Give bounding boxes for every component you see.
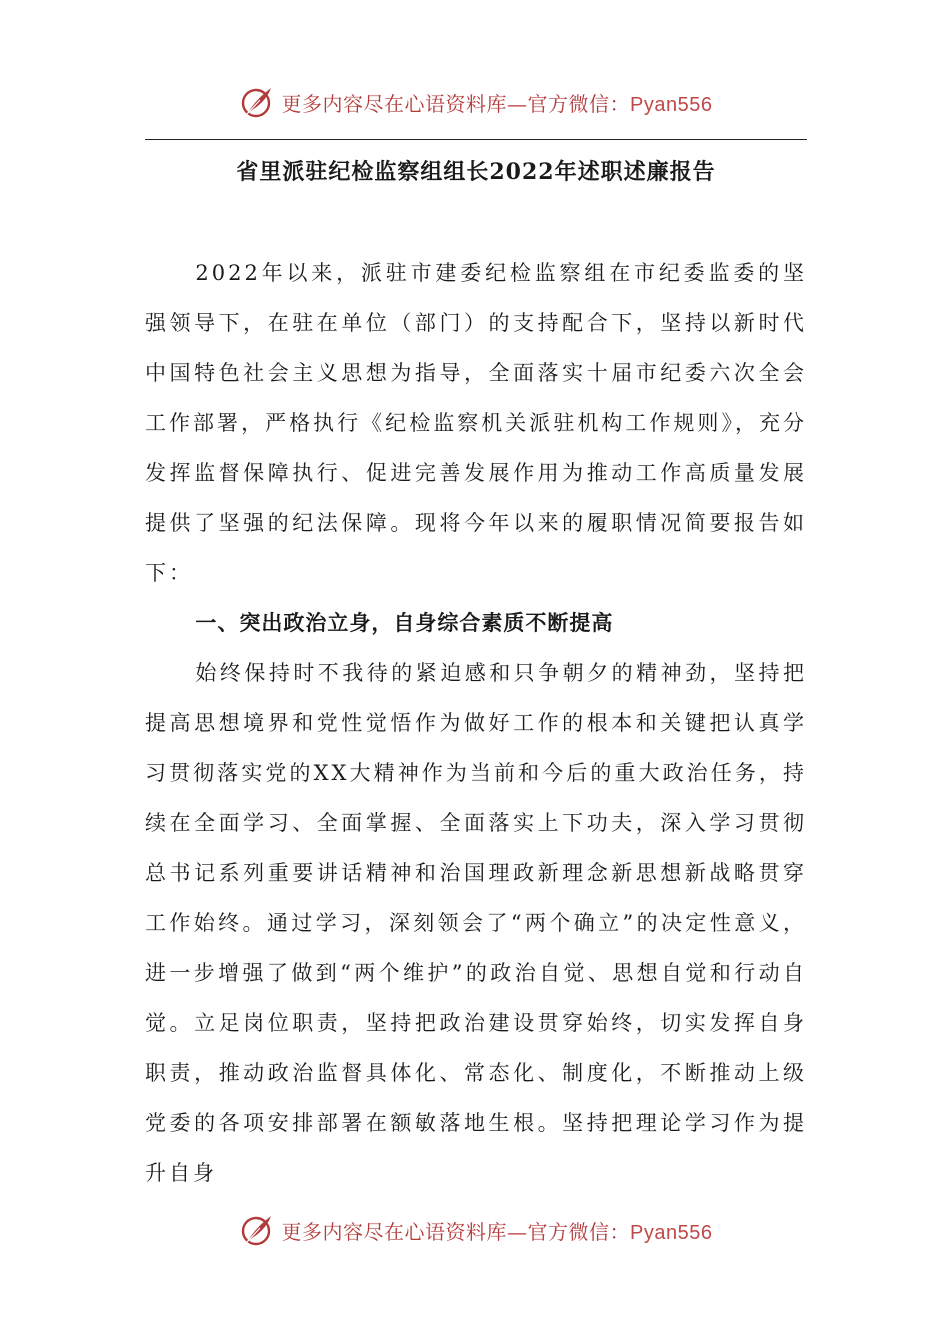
quill-logo-icon: [238, 1210, 278, 1250]
watermark-text: 更多内容尽在心语资料库—官方微信：Pyan556: [281, 91, 713, 116]
watermark-wechat-id: Pyan556: [630, 93, 713, 116]
watermark-text: 更多内容尽在心语资料库—官方微信：Pyan556: [281, 1219, 713, 1244]
section-heading-1: 一、突出政治立身，自身综合素质不断提高: [195, 610, 614, 635]
document-title: 省里派驻纪检监察组组长2022年述职述廉报告: [236, 159, 716, 185]
watermark-header: [0, 82, 950, 122]
intro-paragraph: 2022年以来，派驻市建委纪检监察组在市纪委监委的坚强领导下，在驻在单位（部门）的支持配合下，坚持以新时代中国特色社会主义思想为指导，全面落实十届市纪委六次全会工作部署，严格执行《纪检监察机关派驻机构工作规则》，充分发挥监督保障执行、促进完善发展作用为推动工作高质量发展提供了坚强的纪法保障。现将今年以来的履职情况简要报告如下：: [145, 261, 807, 585]
watermark-footer: [0, 1210, 950, 1250]
header-rule: [145, 139, 807, 140]
section-1-paragraph: 始终保持时不我待的紧迫感和只争朝夕的精神劲，坚持把提高思想境界和党性觉悟作为做好工作的根本和关键把认真学习贯彻落实党的XX大精神作为当前和今后的重大政治任务，持续在全面学习、全面掌握、全面落实上下功夫，深入学习贯彻总书记系列重要讲话精神和治国理政新理念新思想新战略贯穿工作始终。通过学习，深刻领会了“两个确立”的决定性意义，进一步增强了做到“两个维护”的政治自觉、思想自觉和行动自觉。立足岗位职责，坚持把政治建设贯穿始终，切实发挥自身职责，推动政治监督具体化、常态化、制度化，不断推动上级党委的各项安排部署在额敏落地生根。坚持把理论学习作为提升自身: [145, 661, 807, 1185]
watermark-wechat-id: Pyan556: [630, 1221, 713, 1244]
quill-logo-icon: [238, 82, 278, 122]
document-body: [145, 248, 807, 1198]
